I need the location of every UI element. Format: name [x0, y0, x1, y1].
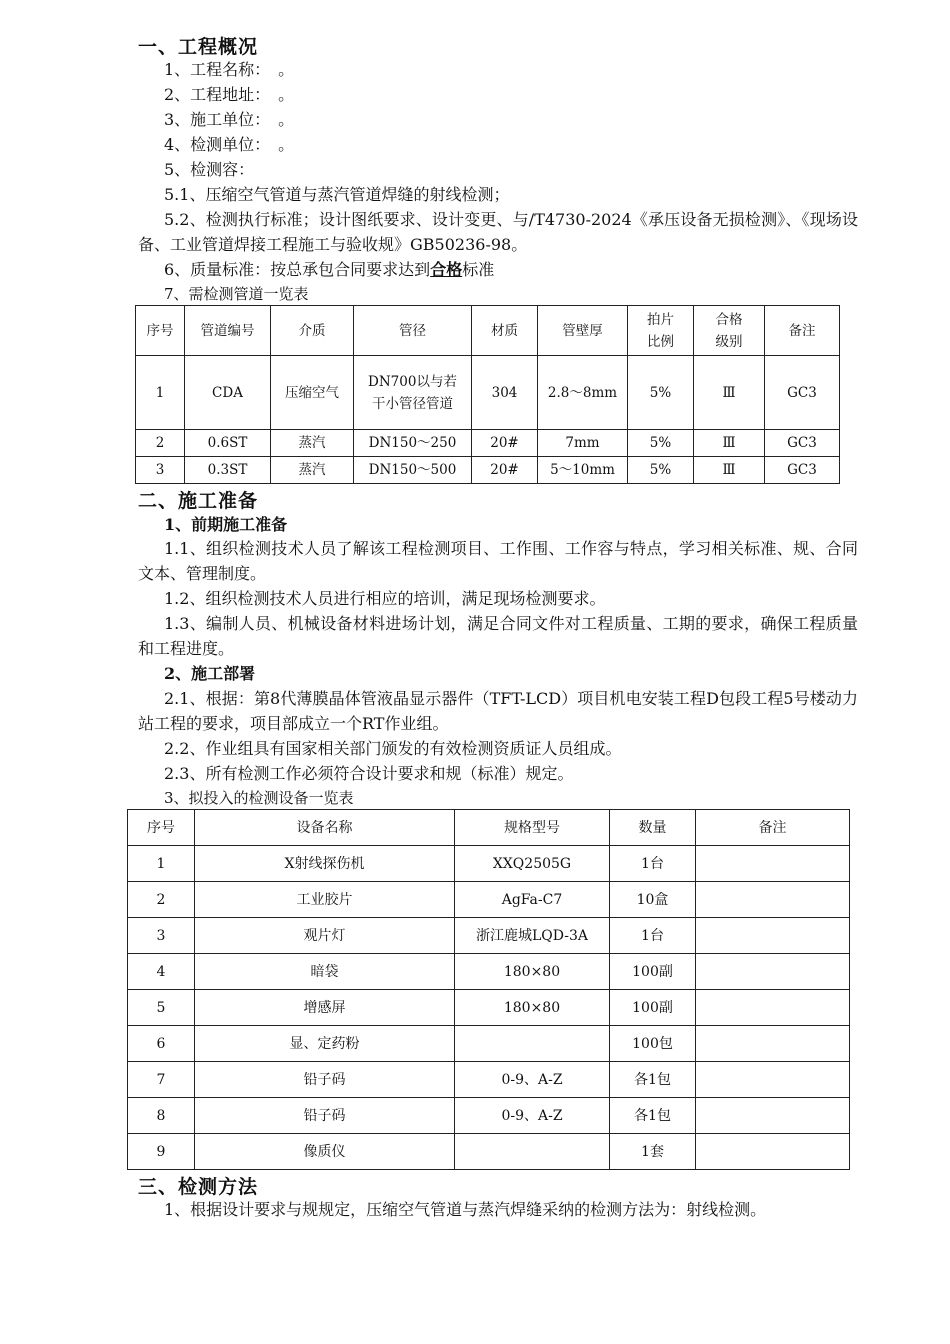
table-cell: 蒸汽	[271, 457, 354, 484]
table-cell: 观片灯	[195, 918, 455, 954]
table-cell: 0.6ST	[185, 430, 271, 457]
table-cell: 各1包	[610, 1062, 696, 1098]
table-cell: Ⅲ	[694, 356, 765, 430]
header-cell: 介质	[271, 306, 354, 356]
header-cell: 备注	[696, 810, 850, 846]
table-cell: 5	[128, 990, 195, 1026]
table-cell: GC3	[765, 430, 840, 457]
header-cell: 数量	[610, 810, 696, 846]
item-2-3-paragraph: 2.3、所有检测工作必须符合设计要求和规（标准）规定。	[164, 764, 574, 783]
item-5-2-paragraph: 5.2、检测执行标准；设计图纸要求、设计变更、与/T4730-2024《承压设备无损检测》、《现场设备、工业管道焊接工程施工与验收规》GB50236-98。	[138, 210, 858, 254]
table-row	[128, 1098, 850, 1134]
table-cell: Ⅲ	[694, 457, 765, 484]
header-cell: 管壁厚	[538, 306, 628, 356]
project-address-line: 2、工程地址： 。	[164, 85, 295, 104]
table-cell: 浙江鹿城LQD-3A	[455, 918, 610, 954]
table-cell	[696, 990, 850, 1026]
table-cell: 180×80	[455, 990, 610, 1026]
table-cell	[455, 1026, 610, 1062]
table-cell: 各1包	[610, 1098, 696, 1134]
table-row	[128, 1062, 850, 1098]
item-2-2-paragraph: 2.2、作业组具有国家相关部门颁发的有效检测资质证人员组成。	[164, 739, 622, 758]
table-cell: 2	[136, 430, 185, 457]
table-cell: 1	[128, 846, 195, 882]
table-cell: XXQ2505G	[455, 846, 610, 882]
header-cell: 材质	[472, 306, 538, 356]
table-cell: GC3	[765, 356, 840, 430]
equipment-table	[127, 809, 850, 1170]
table-row	[128, 990, 850, 1026]
table-cell	[696, 846, 850, 882]
table-cell: 铅子码	[195, 1062, 455, 1098]
inspection-content-line: 5、检测容：	[164, 160, 255, 179]
table-cell: 1台	[610, 846, 696, 882]
table-cell: 0-9、A-Z	[455, 1098, 610, 1134]
table-cell: 10盒	[610, 882, 696, 918]
table-cell: 0.3ST	[185, 457, 271, 484]
table-cell: 9	[128, 1134, 195, 1170]
header-cell: 规格型号	[455, 810, 610, 846]
table-cell	[455, 1134, 610, 1170]
table-cell: DN700以与若干小管径管道	[354, 356, 472, 430]
table-cell: 工业胶片	[195, 882, 455, 918]
header-cell: 设备名称	[195, 810, 455, 846]
header-cell: 序号	[136, 306, 185, 356]
table-cell: GC3	[765, 457, 840, 484]
table-cell: 20#	[472, 457, 538, 484]
inspection-unit-line: 4、检测单位： 。	[164, 135, 295, 154]
qualified-emphasis: 合格	[430, 260, 463, 279]
table-cell	[696, 1098, 850, 1134]
table-cell: 0-9、A-Z	[455, 1062, 610, 1098]
table-row	[128, 954, 850, 990]
table-cell: 100副	[610, 954, 696, 990]
table-cell: DN150～500	[354, 457, 472, 484]
table-cell: 显、定药粉	[195, 1026, 455, 1062]
table-cell: CDA	[185, 356, 271, 430]
table-row	[128, 1134, 850, 1170]
pipe-inspection-table	[135, 305, 840, 484]
item-1-1-paragraph: 1.1、组织检测技术人员了解该工程检测项目、工作围、工作容与特点，学习相关标准、规、合同文本、管理制度。	[138, 539, 858, 583]
table-row	[136, 430, 840, 457]
table-cell: 铅子码	[195, 1098, 455, 1134]
subsection-prep-heading: 1、前期施工准备	[164, 515, 288, 534]
table-cell: 蒸汽	[271, 430, 354, 457]
table-cell: 3	[136, 457, 185, 484]
table-cell: Ⅲ	[694, 430, 765, 457]
table-cell: 6	[128, 1026, 195, 1062]
table-cell	[696, 918, 850, 954]
quality-standard-suffix: 标准	[462, 260, 495, 279]
table-cell: 5%	[628, 430, 694, 457]
table-row	[128, 846, 850, 882]
equipment-table-caption: 3、拟投入的检测设备一览表	[164, 789, 354, 807]
table-cell: 像质仪	[195, 1134, 455, 1170]
table-row	[128, 882, 850, 918]
table-cell: 100包	[610, 1026, 696, 1062]
table-row	[128, 1026, 850, 1062]
table-cell: DN150～250	[354, 430, 472, 457]
table-cell: 压缩空气	[271, 356, 354, 430]
table-cell	[696, 1134, 850, 1170]
table-cell: 8	[128, 1098, 195, 1134]
table-cell: 暗袋	[195, 954, 455, 990]
header-cell: 合格级别	[694, 306, 765, 356]
table-cell: X射线探伤机	[195, 846, 455, 882]
project-name-line: 1、工程名称： 。	[164, 60, 295, 79]
item-1-3-paragraph: 1.3、编制人员、机械设备材料进场计划，满足合同文件对工程质量、工期的要求，确保工程质量和工程进度。	[138, 614, 858, 658]
table-row	[136, 356, 840, 430]
table-cell: 1台	[610, 918, 696, 954]
table-cell: AgFa-C7	[455, 882, 610, 918]
header-cell: 管径	[354, 306, 472, 356]
table-row	[136, 457, 840, 484]
contractor-line: 3、施工单位： 。	[164, 110, 295, 129]
method-paragraph: 1、根据设计要求与规规定，压缩空气管道与蒸汽焊缝采纳的检测方法为：射线检测。	[164, 1200, 767, 1219]
section-1-heading: 一、工程概况	[138, 36, 259, 58]
section-3-heading: 三、检测方法	[138, 1176, 259, 1198]
table-cell: 2	[128, 882, 195, 918]
header-cell: 拍片比例	[628, 306, 694, 356]
table-cell: 7mm	[538, 430, 628, 457]
quality-standard-line	[164, 257, 494, 282]
table-cell: 5%	[628, 356, 694, 430]
table-cell: 180×80	[455, 954, 610, 990]
table-cell: 5%	[628, 457, 694, 484]
table-cell	[696, 1026, 850, 1062]
table-cell: 304	[472, 356, 538, 430]
table-cell	[696, 882, 850, 918]
table-cell: 1套	[610, 1134, 696, 1170]
table-cell: 3	[128, 918, 195, 954]
item-2-1-paragraph: 2.1、根据：第8代薄膜晶体管液晶显示器件（TFT-LCD）项目机电安装工程D包段工程5号楼动力站工程的要求，项目部成立一个RT作业组。	[138, 689, 858, 733]
table-cell	[696, 1062, 850, 1098]
header-cell: 管道编号	[185, 306, 271, 356]
table-header-row	[128, 810, 850, 846]
quality-standard-text: 6、质量标准：按总承包合同要求达到	[164, 260, 431, 279]
table-header-row	[136, 306, 840, 356]
table-cell: 7	[128, 1062, 195, 1098]
table-cell: 1	[136, 356, 185, 430]
table-cell: 增感屏	[195, 990, 455, 1026]
header-cell: 备注	[765, 306, 840, 356]
table-cell: 2.8～8mm	[538, 356, 628, 430]
item-1-2-paragraph: 1.2、组织检测技术人员进行相应的培训，满足现场检测要求。	[164, 589, 606, 608]
subsection-deploy-heading: 2、施工部署	[164, 664, 256, 683]
table-cell: 5～10mm	[538, 457, 628, 484]
table-row	[128, 918, 850, 954]
table-cell: 100副	[610, 990, 696, 1026]
table-cell: 20#	[472, 430, 538, 457]
table-cell: 4	[128, 954, 195, 990]
table-cell	[696, 954, 850, 990]
pipe-table-caption: 7、需检测管道一览表	[164, 285, 309, 303]
item-5-1-line: 5.1、压缩空气管道与蒸汽管道焊缝的射线检测；	[164, 185, 510, 204]
section-2-heading: 二、施工准备	[138, 490, 259, 512]
header-cell: 序号	[128, 810, 195, 846]
